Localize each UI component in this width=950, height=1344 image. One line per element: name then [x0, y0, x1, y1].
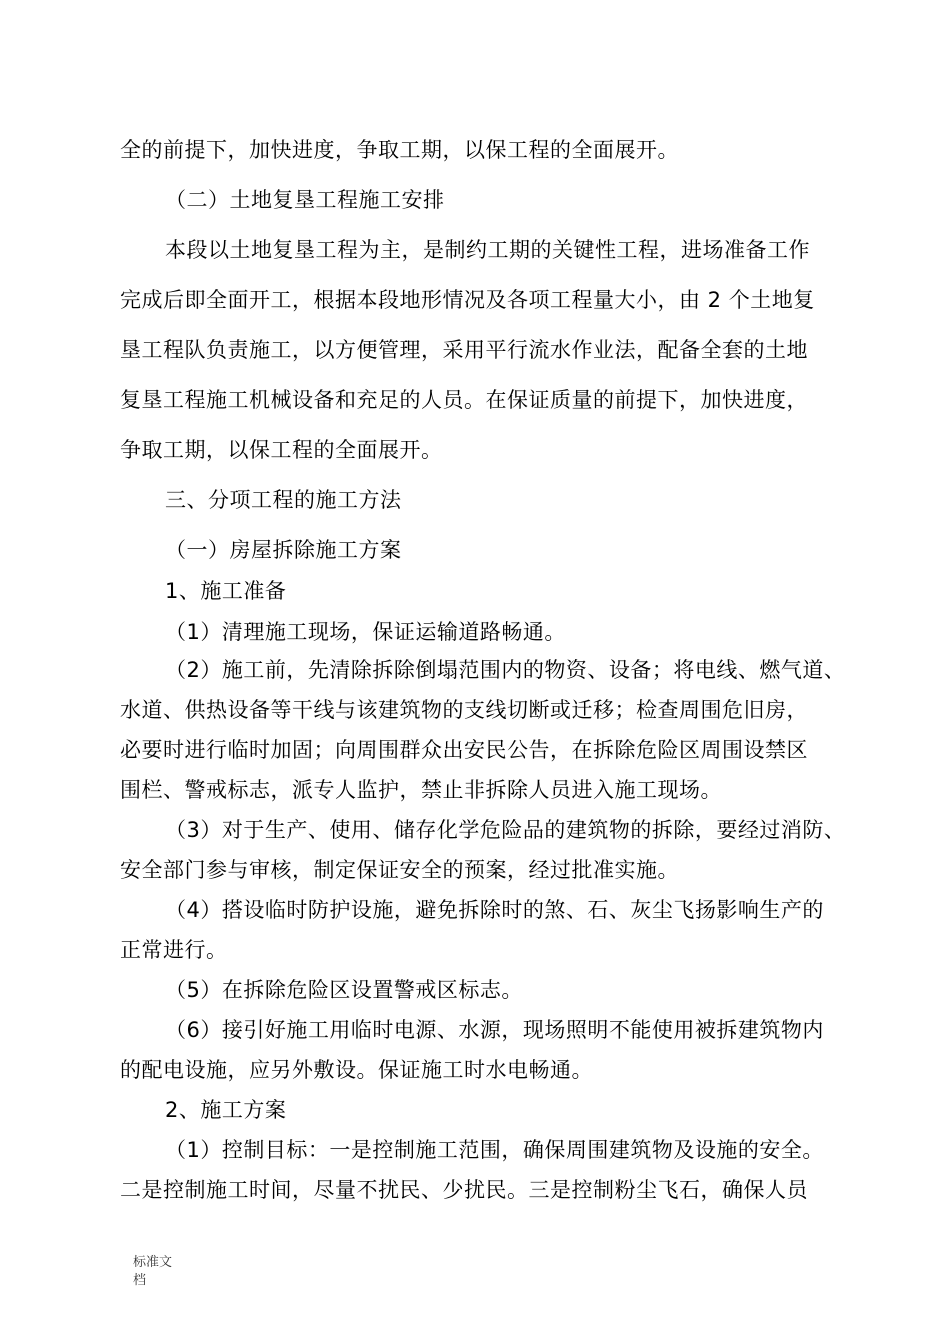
- text-line: 二是控制施工时间，尽量不扰民、少扰民。三是控制粉尘飞石，确保人员: [120, 1178, 808, 1202]
- text-line: 必要时进行临时加固；向周围群众出安民公告，在拆除危险区周围设禁区: [120, 738, 808, 762]
- text-line: （3）对于生产、使用、储存化学危险品的建筑物的拆除，要经过消防、: [165, 818, 846, 842]
- section-heading: （二）土地复垦工程施工安排: [165, 188, 445, 212]
- text-line: （4）搭设临时防护设施，避免拆除时的煞、石、灰尘飞扬影响生产的: [165, 898, 824, 922]
- text-line: 本段以土地复垦工程为主，是制约工期的关键性工程，进场准备工作: [165, 238, 810, 262]
- section-heading: 三、分项工程的施工方法: [165, 488, 402, 512]
- text-line: 完成后即全面开工，根据本段地形情况及各项工程量大小，由 2 个土地复: [120, 288, 815, 312]
- text-line: 的配电设施，应另外敷设。保证施工时水电畅通。: [120, 1058, 593, 1082]
- text-line: （6）接引好施工用临时电源、水源，现场照明不能使用被拆建筑物内: [165, 1018, 824, 1042]
- section-heading: 1、施工准备: [165, 579, 287, 603]
- footer-label-line-2: 档: [133, 1273, 147, 1288]
- text-line: 正常进行。: [120, 938, 228, 962]
- text-line: 全的前提下，加快进度，争取工期，以保工程的全面展开。: [120, 138, 679, 162]
- text-line: 垦工程队负责施工，以方便管理，采用平行流水作业法，配备全套的土地: [120, 338, 808, 362]
- page-footer: [133, 1254, 193, 1290]
- text-line: 水道、供热设备等干线与该建筑物的支线切断或迁移；检查周围危旧房，: [120, 698, 808, 722]
- section-heading: （一）房屋拆除施工方案: [165, 538, 402, 562]
- text-line: （1）控制目标：一是控制施工范围，确保周围建筑物及设施的安全。: [165, 1138, 824, 1162]
- text-line: 争取工期，以保工程的全面展开。: [120, 438, 443, 462]
- section-heading: 2、施工方案: [165, 1098, 287, 1122]
- text-line: （2）施工前，先清除拆除倒塌范围内的物资、设备；将电线、燃气道、: [165, 658, 846, 682]
- text-line: （5）在拆除危险区设置警戒区标志。: [165, 978, 523, 1002]
- footer-label-line-1: 标准文: [133, 1255, 173, 1270]
- text-line: （1）清理施工现场，保证运输道路畅通。: [165, 620, 566, 644]
- text-line: 安全部门参与审核，制定保证安全的预案，经过批准实施。: [120, 858, 679, 882]
- text-line: 复垦工程施工机械设备和充足的人员。在保证质量的前提下，加快进度，: [120, 388, 808, 412]
- text-line: 围栏、警戒标志，派专人监护，禁止非拆除人员进入施工现场。: [120, 778, 722, 802]
